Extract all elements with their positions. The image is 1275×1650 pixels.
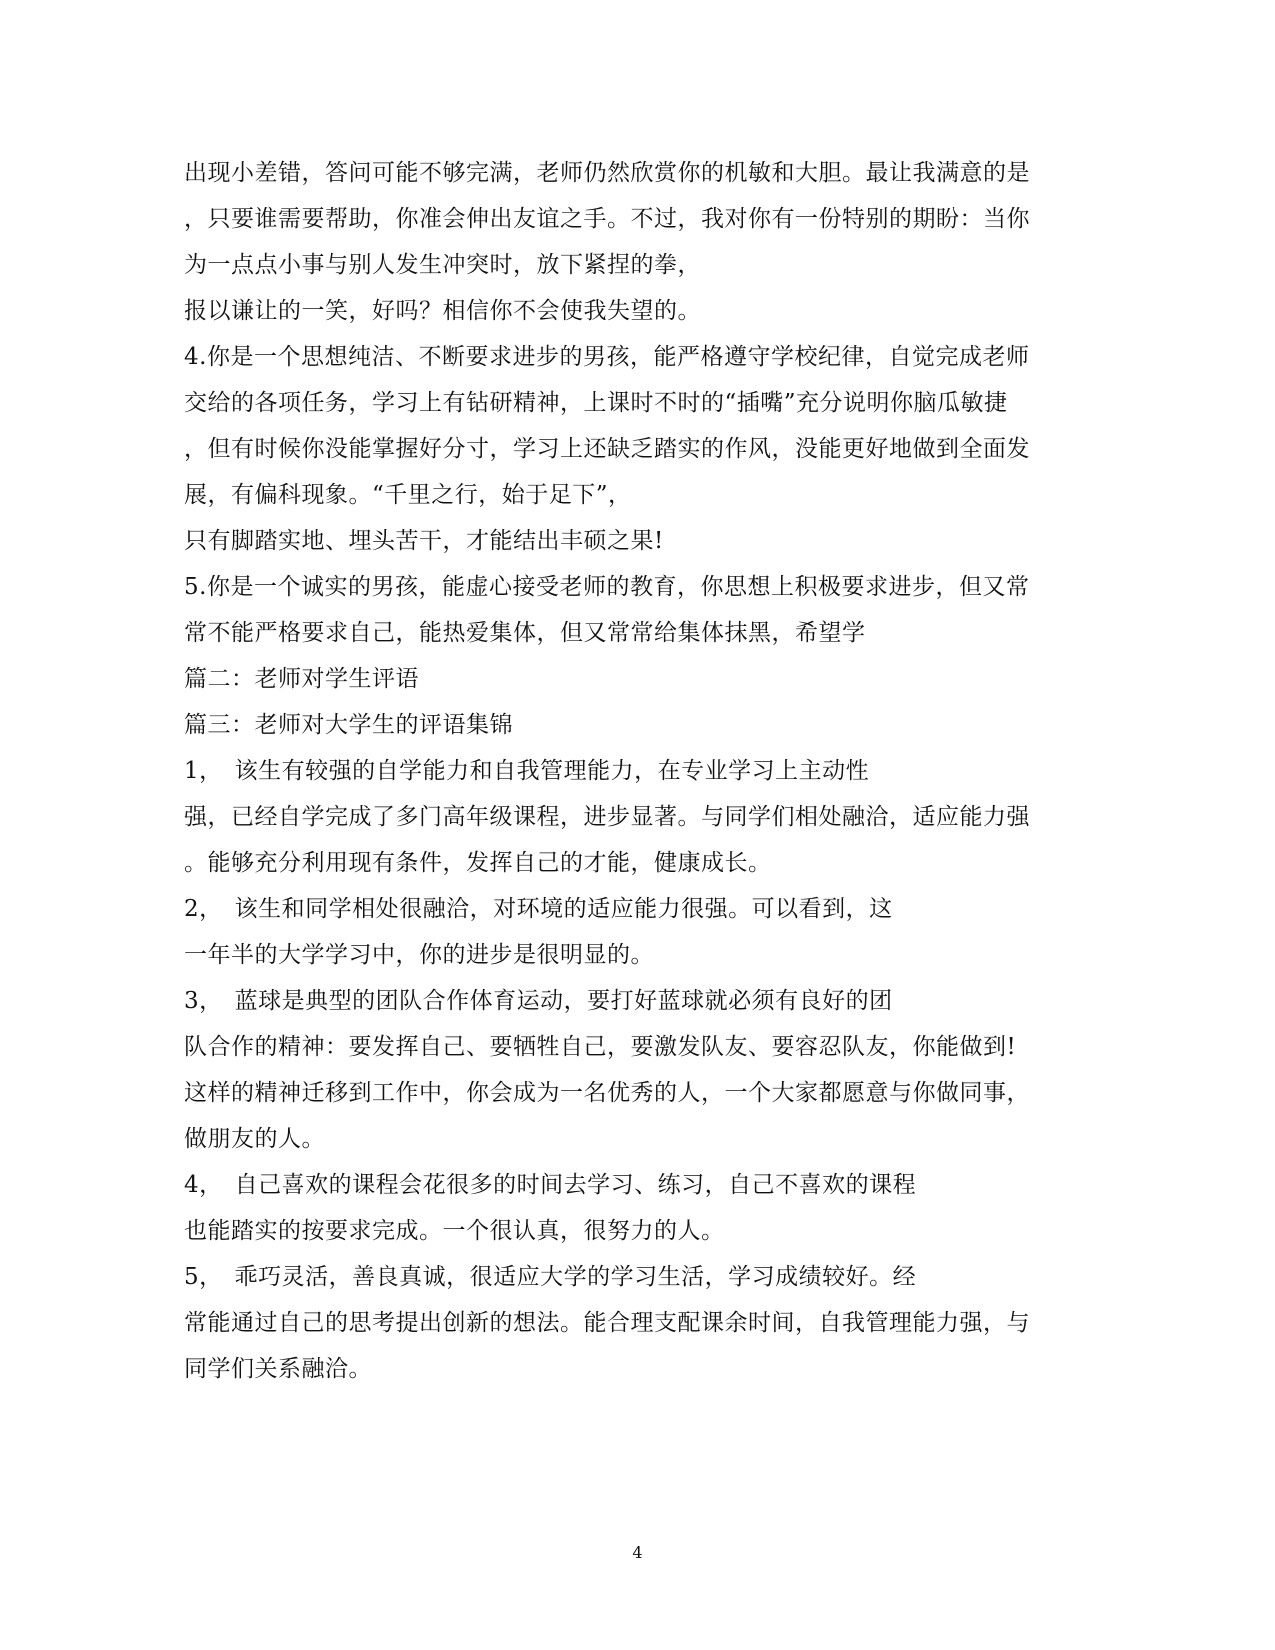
page-number: 4 bbox=[632, 1543, 643, 1562]
text-line: 也能踏实的按要求完成。一个很认真，很努力的人。 bbox=[184, 1218, 725, 1244]
text-line: 2， 该生和同学相处很融洽，对环境的适应能力很强。可以看到，这 bbox=[184, 896, 893, 922]
text-line: 5， 乖巧灵活，善良真诚，很适应大学的学习生活，学习成绩较好。经 bbox=[184, 1264, 917, 1290]
text-line: 做朋友的人。 bbox=[184, 1126, 325, 1152]
text-line: ，但有时候你没能掌握好分寸，学习上还缺乏踏实的作风，没能更好地做到全面发 bbox=[184, 436, 1030, 462]
section-heading: 篇三：老师对大学生的评语集锦 bbox=[184, 712, 513, 738]
text-line: 强，已经自学完成了多门高年级课程，进步显著。与同学们相处融洽，适应能力强 bbox=[184, 804, 1030, 830]
text-line: 出现小差错，答问可能不够完满，老师仍然欣赏你的机敏和大胆。最让我满意的是 bbox=[184, 160, 1030, 186]
text-line: 4.你是一个思想纯洁、不断要求进步的男孩，能严格遵守学校纪律，自觉完成老师 bbox=[184, 344, 1030, 370]
text-line: 交给的各项任务，学习上有钻研精神，上课时不时的“插嘴”充分说明你脑瓜敏捷 bbox=[184, 390, 1008, 416]
section-heading: 篇二：老师对学生评语 bbox=[184, 666, 419, 692]
text-line: 1， 该生有较强的自学能力和自我管理能力，在专业学习上主动性 bbox=[184, 758, 870, 784]
text-line: 一年半的大学学习中，你的进步是很明显的。 bbox=[184, 942, 654, 968]
text-line: 3， 蓝球是典型的团队合作体育运动，要打好蓝球就必须有良好的团 bbox=[184, 988, 893, 1014]
text-line: 只有脚踏实地、埋头苦干，才能结出丰硕之果! bbox=[184, 528, 664, 554]
text-line: 常能通过自己的思考提出创新的想法。能合理支配课余时间，自我管理能力强，与 bbox=[184, 1310, 1030, 1336]
text-line: 同学们关系融洽。 bbox=[184, 1356, 372, 1382]
text-line: 常不能严格要求自己，能热爱集体，但又常常给集体抹黑，希望学 bbox=[184, 620, 866, 646]
text-line: 这样的精神迁移到工作中，你会成为一名优秀的人，一个大家都愿意与你做同事， bbox=[184, 1080, 1030, 1106]
text-line: 为一点点小事与别人发生冲突时，放下紧捏的拳， bbox=[184, 252, 701, 278]
text-line: 展，有偏科现象。“千里之行，始于足下”， bbox=[184, 482, 632, 508]
text-line: 队合作的精神：要发挥自己、要牺牲自己，要激发队友、要容忍队友，你能做到! bbox=[184, 1034, 1017, 1060]
text-line: 4， 自己喜欢的课程会花很多的时间去学习、练习，自己不喜欢的课程 bbox=[184, 1172, 917, 1198]
text-line: 5.你是一个诚实的男孩，能虚心接受老师的教育，你思想上积极要求进步，但又常 bbox=[184, 574, 1030, 600]
text-line: 报以谦让的一笑，好吗？相信你不会使我失望的。 bbox=[184, 298, 701, 324]
text-line: ，只要谁需要帮助，你准会伸出友谊之手。不过，我对你有一份特别的期盼：当你 bbox=[184, 206, 1030, 232]
text-line: 。能够充分利用现有条件，发挥自己的才能，健康成长。 bbox=[184, 850, 772, 876]
